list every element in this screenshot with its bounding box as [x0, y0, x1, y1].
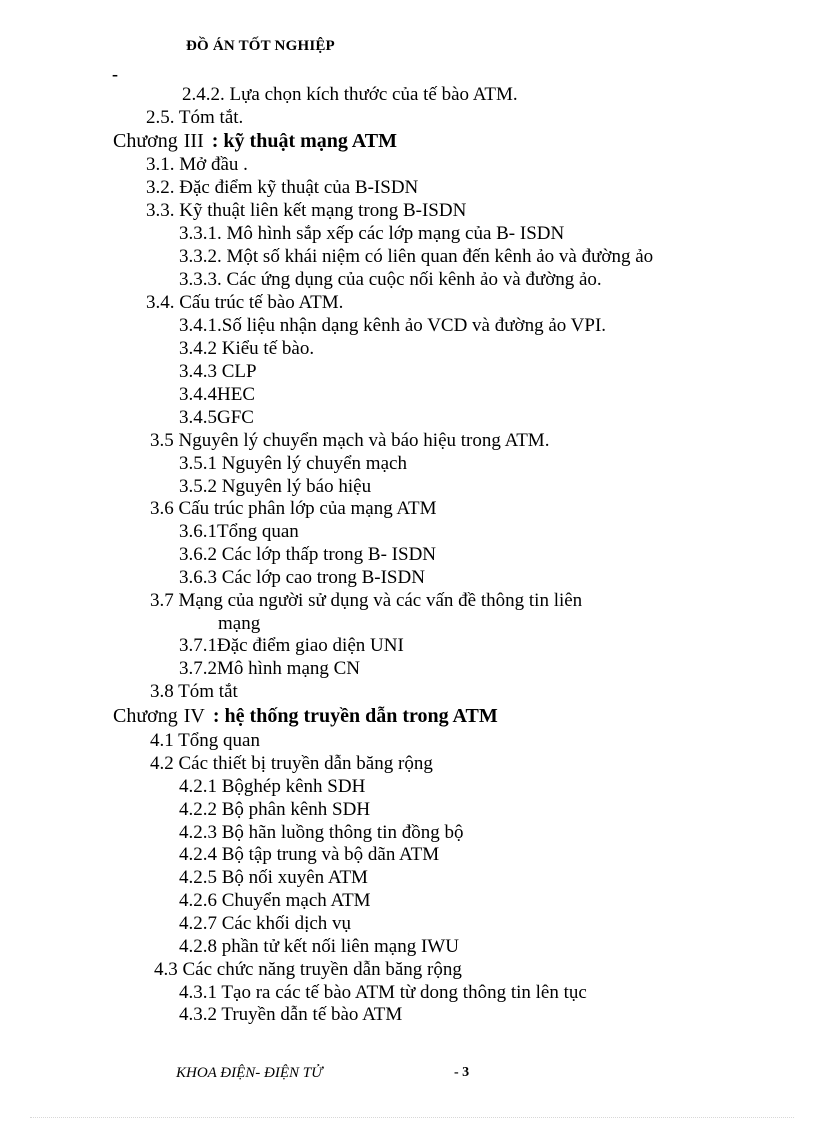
toc-entry-2-4-2: 2.4.2. Lựa chọn kích thước của tế bào ATM.	[182, 84, 518, 105]
toc-entry-3-3: 3.3. Kỹ thuật liên kết mạng trong B-ISDN	[146, 200, 467, 221]
footer-page-number: - 3	[454, 1065, 470, 1080]
toc-entry-4-3: 4.3 Các chức năng truyền dẫn băng rộng	[154, 959, 462, 980]
toc-entry-3-4-5: 3.4.5GFC	[179, 407, 254, 428]
toc-entry-4-2-3: 4.2.3 Bộ hãn luồng thông tin đồng bộ	[179, 822, 464, 843]
toc-entry-3-6-2: 3.6.2 Các lớp thấp trong B- ISDN	[179, 544, 437, 565]
document-header: ĐỒ ÁN TỐT NGHIỆP	[186, 38, 335, 54]
toc-entry-4-3-2: 4.3.2 Truyền dẫn tế bào ATM	[179, 1004, 403, 1025]
toc-entry-4-3-1: 4.3.1 Tạo ra các tế bào ATM từ dong thông tin lên tục	[179, 982, 587, 1003]
toc-entry-3-7: 3.7 Mạng của người sử dụng và các vấn đề thông tin liên	[150, 590, 583, 611]
chapter-3-title: : kỹ thuật mạng ATM	[211, 130, 397, 152]
chapter-3-heading	[113, 129, 397, 153]
toc-entry-3-5-1: 3.5.1 Nguyên lý chuyển mạch	[179, 453, 407, 474]
toc-entry-2-5: 2.5. Tóm tắt.	[146, 107, 244, 128]
toc-entry-3-7-continuation: mạng	[218, 613, 261, 634]
page-bottom-divider	[30, 1117, 794, 1118]
toc-entry-3-3-2: 3.3.2. Một số khái niệm có liên quan đến kênh ảo và đường ảo	[179, 246, 654, 267]
toc-entry-3-1: 3.1. Mở đầu .	[146, 154, 248, 175]
chapter-4-number: IV	[183, 705, 205, 727]
toc-entry-4-2-2: 4.2.2 Bộ phân kênh SDH	[179, 799, 371, 820]
chapter-4-word: Chương	[113, 705, 178, 727]
toc-entry-3-7-1: 3.7.1Đặc điểm giao diện UNI	[179, 635, 404, 656]
toc-entry-3-3-3: 3.3.3. Các ứng dụng của cuộc nối kênh ảo và đường ảo.	[179, 269, 602, 290]
toc-entry-4-2-5: 4.2.5 Bộ nối xuyên ATM	[179, 867, 368, 888]
toc-entry-4-1: 4.1 Tổng quan	[150, 730, 260, 751]
toc-entry-4-2-8: 4.2.8 phần tử kết nối liên mạng IWU	[179, 936, 459, 957]
toc-entry-3-2: 3.2. Đặc điểm kỹ thuật của B-ISDN	[146, 177, 419, 198]
toc-entry-4-2-4: 4.2.4 Bộ tập trung và bộ dãn ATM	[179, 844, 440, 865]
chapter-4-title: : hệ thống truyền dẫn trong ATM	[212, 705, 498, 727]
toc-entry-3-7-2: 3.7.2Mô hình mạng CN	[179, 658, 361, 679]
chapter-3-word: Chương	[113, 130, 178, 152]
toc-entry-3-4-2: 3.4.2 Kiểu tế bào.	[179, 338, 315, 359]
toc-entry-3-3-1: 3.3.1. Mô hình sắp xếp các lớp mạng của B- ISDN	[179, 223, 565, 244]
footer-department: KHOA ĐIỆN- ĐIỆN TỬ	[176, 1065, 323, 1081]
toc-entry-3-6-3: 3.6.3 Các lớp cao trong B-ISDN	[179, 567, 425, 588]
toc-entry-4-2-7: 4.2.7 Các khối dịch vụ	[179, 913, 352, 934]
toc-entry-3-4-4: 3.4.4HEC	[179, 384, 255, 405]
toc-entry-4-2-1: 4.2.1 Bộghép kênh SDH	[179, 776, 366, 797]
chapter-3-number: III	[183, 130, 204, 152]
toc-entry-3-6-1: 3.6.1Tổng quan	[179, 521, 299, 542]
dash-marker: -	[112, 64, 118, 84]
toc-entry-3-5: 3.5 Nguyên lý chuyển mạch và báo hiệu trong ATM.	[150, 430, 550, 451]
toc-entry-3-6: 3.6 Cấu trúc phân lớp của mạng ATM	[150, 498, 437, 519]
toc-entry-3-4-3: 3.4.3 CLP	[179, 361, 257, 382]
toc-entry-3-4-1: 3.4.1.Số liệu nhận dạng kênh ảo VCD và đường ảo VPI.	[179, 315, 607, 336]
toc-entry-3-8: 3.8 Tóm tắt	[150, 681, 238, 702]
toc-entry-4-2: 4.2 Các thiết bị truyền dẫn băng rộng	[150, 753, 433, 774]
toc-entry-3-5-2: 3.5.2 Nguyên lý báo hiệu	[179, 476, 372, 497]
toc-entry-3-4: 3.4. Cấu trúc tế bào ATM.	[146, 292, 344, 313]
toc-entry-4-2-6: 4.2.6 Chuyển mạch ATM	[179, 890, 371, 911]
chapter-4-heading	[113, 704, 498, 728]
